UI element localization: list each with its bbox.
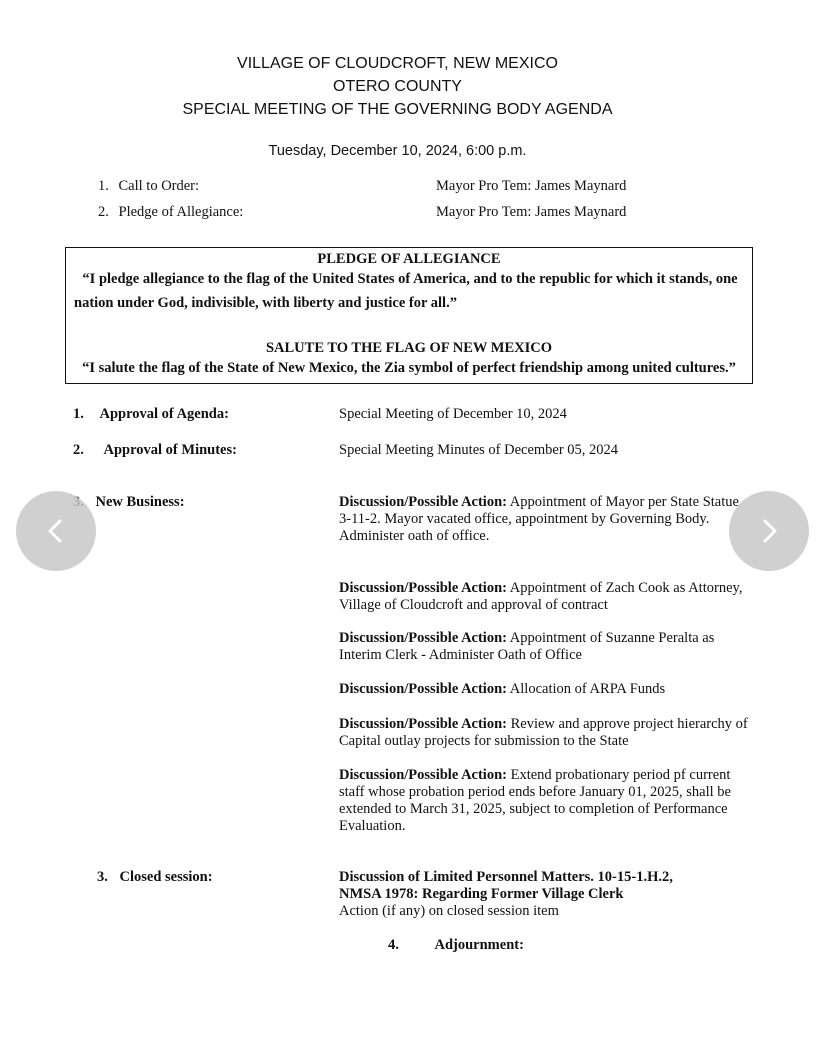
- item-text: Appointment of Zach Cook as Attorney, Village of Cloudcroft and approval of contract: [339, 580, 743, 613]
- item-number: 2.: [73, 442, 84, 458]
- chevron-right-icon: [755, 517, 783, 545]
- item-text: Review and approve project hierarchy of Capital outlay projects for submission to the State: [339, 716, 748, 749]
- pledge-row: [98, 204, 243, 221]
- item-label: Closed session:: [119, 869, 213, 885]
- item-label: Approval of Agenda:: [99, 406, 229, 422]
- adjournment-row: [388, 937, 524, 954]
- header-title-line1: VILLAGE OF CLOUDCROFT, NEW MEXICO: [237, 55, 558, 72]
- pledge-line1: “I pledge allegiance to the flag of the United States of America, and to the republic for which it stands, one: [82, 271, 738, 287]
- item-prefix: Discussion/Possible Action:: [339, 630, 507, 646]
- new-business-item: [339, 767, 749, 835]
- pledge-title: PLEDGE OF ALLEGIANCE: [317, 251, 501, 267]
- approval-agenda-row: [73, 406, 229, 423]
- salute-text: “I salute the flag of the State of New Mexico, the Zia symbol of perfect friendship among united cultures.”: [82, 360, 736, 376]
- item-label: New Business:: [95, 494, 185, 510]
- item-number: 4.: [388, 937, 399, 953]
- item-label: Approval of Minutes:: [103, 442, 237, 458]
- item-text: Allocation of ARPA Funds: [506, 681, 666, 697]
- item-prefix: Discussion/Possible Action:: [339, 494, 507, 510]
- closed-session-line1: Discussion of Limited Personnel Matters. 10-15-1.H.2,: [339, 869, 673, 885]
- item-label: Pledge of Allegiance:: [118, 204, 244, 220]
- item-text: Appointment of Mayor per State Statue 3-11-2. Mayor vacated office, appointment by Governing Body. Administer oath of office.: [339, 494, 739, 544]
- item-label: Adjournment:: [434, 937, 524, 953]
- item-text: Extend probationary period pf current staff whose probation period ends before January 01, 2025, shall be extended to March 31, 2025, subject to completion of Performance Evaluation.: [339, 767, 731, 834]
- pledge-box: [65, 247, 753, 384]
- header-title-line3: SPECIAL MEETING OF THE GOVERNING BODY AGENDA: [182, 101, 613, 118]
- closed-session-line3: Action (if any) on closed session item: [339, 903, 559, 919]
- pledge-value: Mayor Pro Tem: James Maynard: [436, 204, 627, 220]
- item-number: 1.: [73, 406, 84, 422]
- item-prefix: Discussion/Possible Action:: [339, 681, 507, 697]
- item-prefix: Discussion/Possible Action:: [339, 580, 507, 596]
- meeting-date: Tuesday, December 10, 2024, 6:00 p.m.: [268, 143, 527, 159]
- new-business-item: [339, 630, 749, 664]
- new-business-row: [73, 494, 185, 511]
- next-page-button[interactable]: [729, 491, 809, 571]
- call-to-order-value: Mayor Pro Tem: James Maynard: [436, 178, 627, 194]
- item-label: Call to Order:: [118, 178, 200, 194]
- item-number: 3.: [97, 869, 108, 885]
- closed-session-row: [97, 869, 213, 886]
- item-prefix: Discussion/Possible Action:: [339, 716, 507, 732]
- new-business-item: [339, 716, 749, 750]
- previous-page-button[interactable]: [16, 491, 96, 571]
- closed-session-line2: NMSA 1978: Regarding Former Village Clerk: [339, 886, 624, 902]
- approval-agenda-value: Special Meeting of December 10, 2024: [339, 406, 567, 422]
- approval-minutes-row: [73, 442, 237, 459]
- new-business-item: [339, 681, 749, 698]
- approval-minutes-value: Special Meeting Minutes of December 05, 2024: [339, 442, 619, 458]
- new-business-item: [339, 494, 749, 545]
- item-prefix: Discussion/Possible Action:: [339, 767, 507, 783]
- item-text: Appointment of Suzanne Peralta as Interim Clerk - Administer Oath of Office: [339, 630, 715, 663]
- header-title-line2: OTERO COUNTY: [333, 78, 462, 95]
- salute-title: SALUTE TO THE FLAG OF NEW MEXICO: [265, 340, 553, 356]
- item-number: 1.: [98, 178, 109, 194]
- closed-session-details: [339, 869, 749, 920]
- item-number: 2.: [98, 204, 109, 220]
- chevron-left-icon: [42, 517, 70, 545]
- pledge-line2: nation under God, indivisible, with liberty and justice for all.”: [74, 295, 457, 311]
- call-to-order-row: [98, 178, 199, 195]
- new-business-item: [339, 580, 749, 614]
